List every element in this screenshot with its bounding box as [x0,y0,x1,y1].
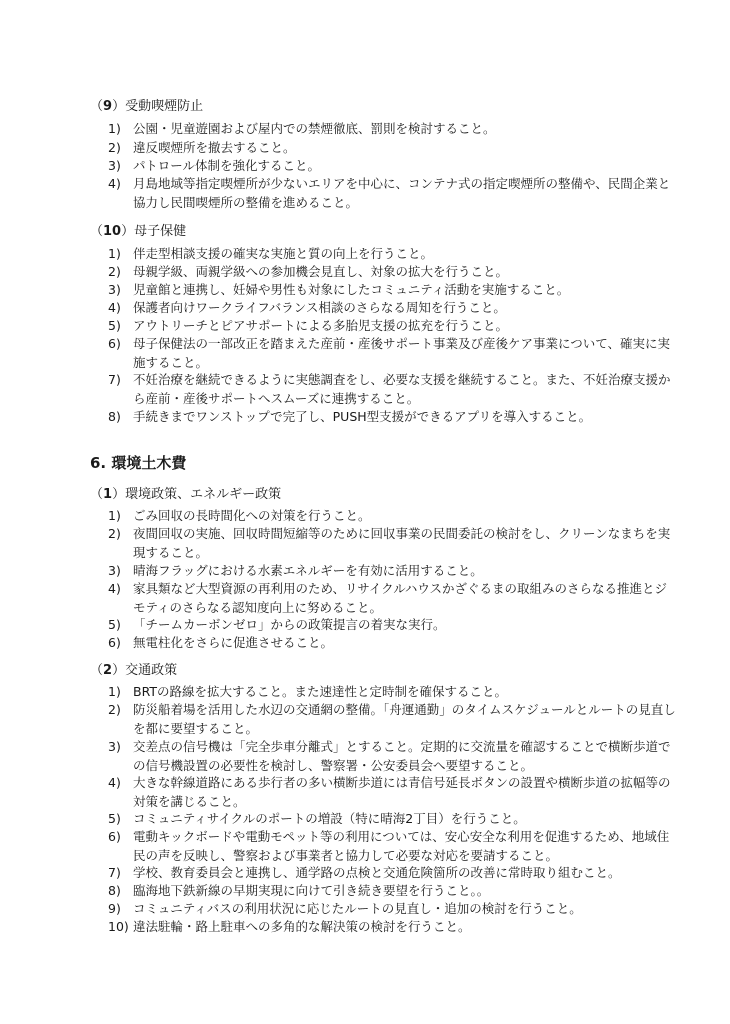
list-item: 5) 「チームカーボンゼロ」からの政策提言の着実な実行。 [108,617,446,632]
list-item: 4) 家具類など大型資源の再利用のため、リサイクルハウスかざぐるまの取組みのさらなる推進とジモティのさらなる認知度向上に努めること。 [108,581,668,615]
list-item: 9) コミュニティバスの利用状況に応じたルートの見直し・追加の検討を行うこと。 [108,901,582,916]
list-item: 3) 交差点の信号機は「完全歩車分離式」とすること。定期的に交流量を確認することで横断歩道での信号機設置の必要性を検討し、警察署・公安委員会へ要望すること。 [108,739,671,773]
section-title: 交通政策 [125,663,178,678]
section-number: 9 [103,99,113,114]
list-item: 3) 晴海フラッグにおける水素エネルギーを有効に活用すること。 [108,563,483,578]
section-title: 母子保健 [134,224,187,239]
list-item: 2) 母親学級、両親学級への参加機会見直し、対象の拡大を行うこと。 [108,264,509,279]
section-number: 10 [103,224,122,239]
list-item: 10) 違法駐輪・路上駐車への多角的な解決策の検討を行うこと。 [108,919,471,934]
list-item: 6) 母子保健法の一部改正を踏まえた産前・産後サポート事業及び産後ケア事業について、確実に実施すること。 [108,336,671,370]
list-item: 1) BRTの路線を拡大すること。また速達性と定時制を確保すること。 [108,684,507,699]
list-item: 8) 臨海地下鉄新線の早期実現に向けて引き続き要望を行うこと。。 [108,883,490,898]
list-item: 8) 手続きまでワンストップで完了し、PUSH型支援ができるアプリを導入すること。 [108,409,592,424]
section-number: 2 [103,663,113,678]
section-heading-9: （9）受動喫煙防止 [90,99,204,114]
list-item: 6) 電動キックボードや電動モペット等の利用については、安心安全な利用を促進するため、地域住民の声を反映し、警察および事業者と協力して必要な対応を要請すること。 [108,829,670,863]
list-item: 1) ごみ回収の長時間化への対策を行うこと。 [108,508,371,523]
section-number: 1 [103,487,113,502]
section-title: 受動喫煙防止 [125,99,204,114]
list-item: 2) 夜間回収の実施、回収時間短縮等のために回収事業の民間委託の検討をし、クリーンなまちを実現すること。 [108,526,671,560]
section-title: 環境政策、エネルギー政策 [125,487,282,502]
section-heading-1: （1）環境政策、エネルギー政策 [90,487,282,502]
chapter-number: 6. [90,454,107,472]
list-item: 1) 伴走型相談支援の確実な実施と質の向上を行うこと。 [108,246,434,261]
list-item: 4) 保護者向けワークライフバランス相談のさらなる周知を行うこと。 [108,300,506,315]
list-item: 5) アウトリーチとピアサポートによる多胎児支援の拡充を行うこと。 [108,318,509,333]
section-heading-10: （10）母子保健 [90,224,187,239]
list-item: 3) 児童館と連携し、妊婦や男性も対象にしたコミュニティ活動を実施すること。 [108,282,570,297]
list-item: 6) 無電柱化をさらに促進させること。 [108,635,334,650]
list-item: 3) パトロール体制を強化すること。 [108,158,321,173]
section-heading-2: （2）交通政策 [90,663,178,678]
list-item: 2) 違反喫煙所を撤去すること。 [108,140,296,155]
list-item: 4) 月島地域等指定喫煙所が少ないエリアを中心に、コンテナ式の指定喫煙所の整備や、民間企業と協力し民間喫煙所の整備を進めること。 [108,176,671,210]
list-item: 7) 学校、教育委員会と連携し、通学路の点検と交通危険箇所の改善に常時取り組むこと。 [108,865,621,880]
list-item: 4) 大きな幹線道路にある歩行者の多い横断歩道には青信号延長ボタンの設置や横断歩道の拡幅等の対策を講じること。 [108,775,671,809]
chapter-title: 環境土木費 [111,454,187,472]
chapter-heading [90,453,186,473]
list-item: 7) 不妊治療を継続できるように実態調査をし、必要な支援を継続すること。また、不妊治療支援から産前・産後サポートへスムーズに連携すること。 [108,372,671,406]
list-item: 5) コミュニティサイクルのポートの増設（特に晴海2丁目）を行うこと。 [108,811,526,826]
list-item: 1) 公園・児童遊園および屋内での禁煙徹底、罰則を検討すること。 [108,121,496,136]
list-item: 2) 防災船着場を活用した水辺の交通網の整備。「舟運通勤」のタイムスケジュールとルートの見直しを都に要望すること。 [108,702,676,736]
